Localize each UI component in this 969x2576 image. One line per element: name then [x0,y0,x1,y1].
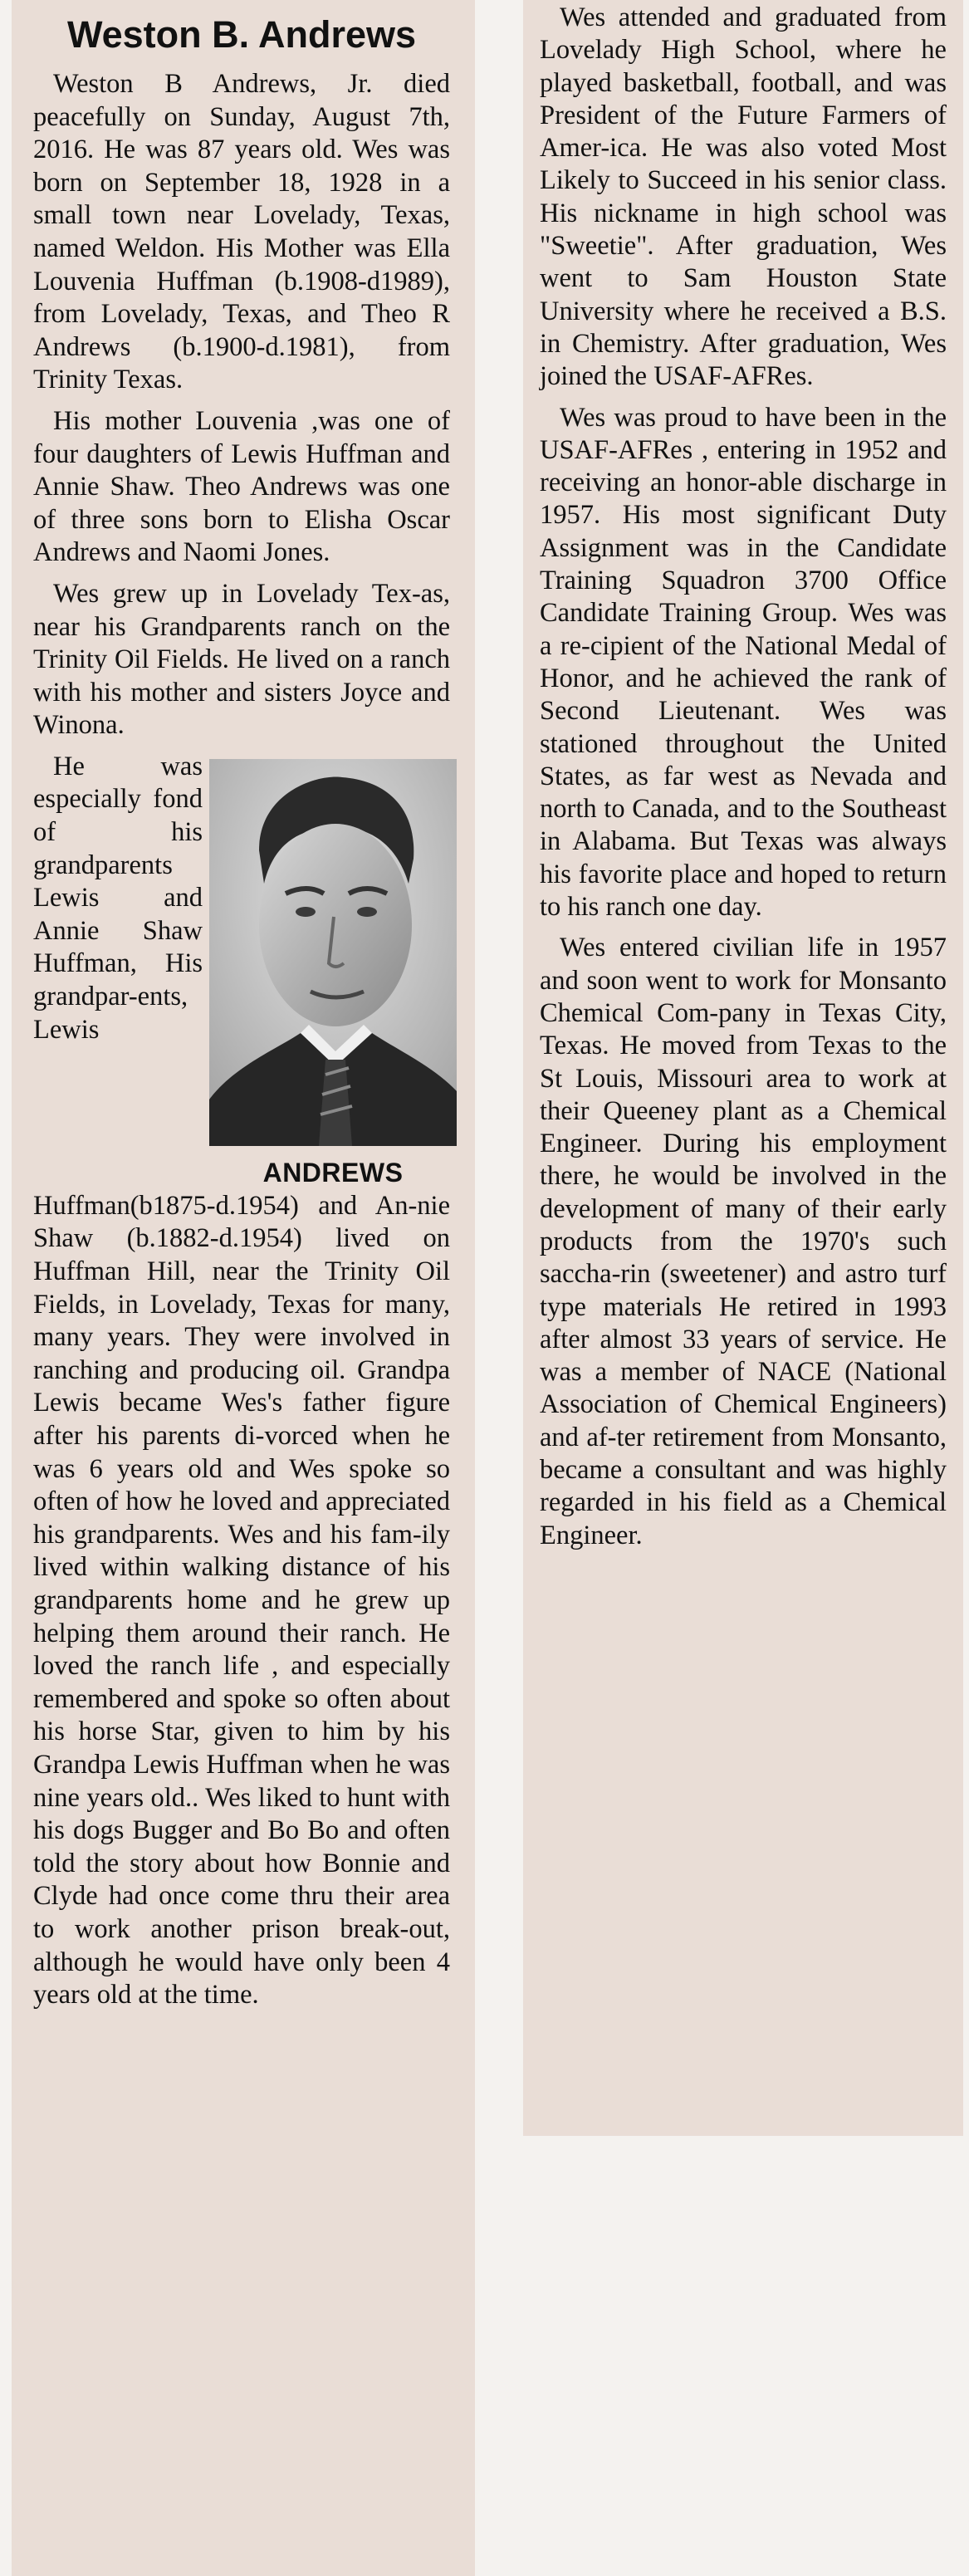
paragraph-childhood: Wes grew up in Lovelady Tex-as, near his Grandparents ranch on the Trinity Oil Fields. He lived on a ranch with his mother and sisters Joyce and Winona. [33,578,450,741]
obituary-left-column [12,0,475,2576]
portrait-photo [209,759,457,1146]
paragraph-birth: Weston B Andrews, Jr. died peacefully on Sunday, August 7th, 2016. He was 87 years old. Wes was born on September 18, 1928 in a small town near Lovelady, Texas, named Weldon. His Mother was Ella Louvenia Huffman (b.1908-d1989), from Lovelady, Texas, and Theo R Andrews (b.1900-d.1981), from Trinity Texas. [33,69,450,395]
paragraph-parents: His mother Louvenia ,was one of four daughters of Lewis Huffman and Annie Shaw. Theo Andrews was one of three sons born to Elisha Oscar Andrews and Naomi Jones. [33,405,450,568]
paragraph-grandparents: He was especially fond of his grandparents Lewis and Annie Shaw Huffman, His grandpar-ents, Lewis Huffman(b1875-d.1954) and An-nie Shaw (b.1882-d.1954) lived on Huffman Hill, near the Trinity Oil Fields, in Lovelady, Texas for many, many years. They were involved in ranching and producing oil. Grandpa Lewis became Wes's father figure after his parents di-vorced when he was 6 years old and Wes spoke so often of how he loved and appreciated his grandparents. Wes and his fam-ily lived within walking distance of his grandparents home and he grew up helping them around their ranch. He loved the ranch life , and especially remembered and spoke so often about his horse Star, given to him by his Grandpa Lewis Huffman when he was nine years old.. Wes liked to hunt with his dogs Bugger and Bo Bo and often told the story about how Bonnie and Clyde had once come thru their area to work another prison break-out, although he would have only been 4 years old at the time. [33,751,450,2010]
paragraph-career: Wes entered civilian life in 1957 and soon went to work for Monsanto Chemical Com-pany in Texas City, Texas. He moved from Texas to the St Louis, Missouri area to work at their Queeney plant as a Chemical Engineer. During his employment there, he would be involved in the development of many of their early products from the 1970's such saccha-rin (sweetener) and astro turf type materials He retired in 1993 after almost 33 years of service. He was a member of NACE (National Association of Chemical Engineers) and af-ter retirement from Monsanto, became a consultant and was highly regarded in his field as a Chemical Engineer. [540,933,947,1550]
obituary-right-column [523,0,963,2136]
paragraph-education: Wes attended and graduated from Lovelady High School, where he played basketball, football, and was President of the Future Farmers of Amer-ica. He was also voted Most Likely to Succeed in his senior class. His nickname in high school was "Sweetie". After graduation, Wes went to Sam Houston State University where he received a B.S. in Chemistry. After graduation, Wes joined the USAF-AFRes. [540,2,947,392]
portrait-figure [209,759,457,1188]
portrait-caption: ANDREWS [262,1157,404,1188]
obituary-title: Weston B. Andrews [66,13,417,56]
portrait-illustration [209,759,457,1146]
paragraph-military: Wes was proud to have been in the USAF-AFRes , entering in 1952 and receiving an honor-able discharge in 1957. His most significant Duty Assignment was in the Candidate Training Squadron 3700 Office Candidate Training Group. Wes was a re-cipient of the National Medal of Honor, and he achieved the rank of Second Lieutenant. Wes was stationed throughout the United States, as far west as Nevada and north to Canada, and to the Southeast in Alabama. But Texas was always his favorite place and hoped to return to his ranch one day. [540,402,947,923]
